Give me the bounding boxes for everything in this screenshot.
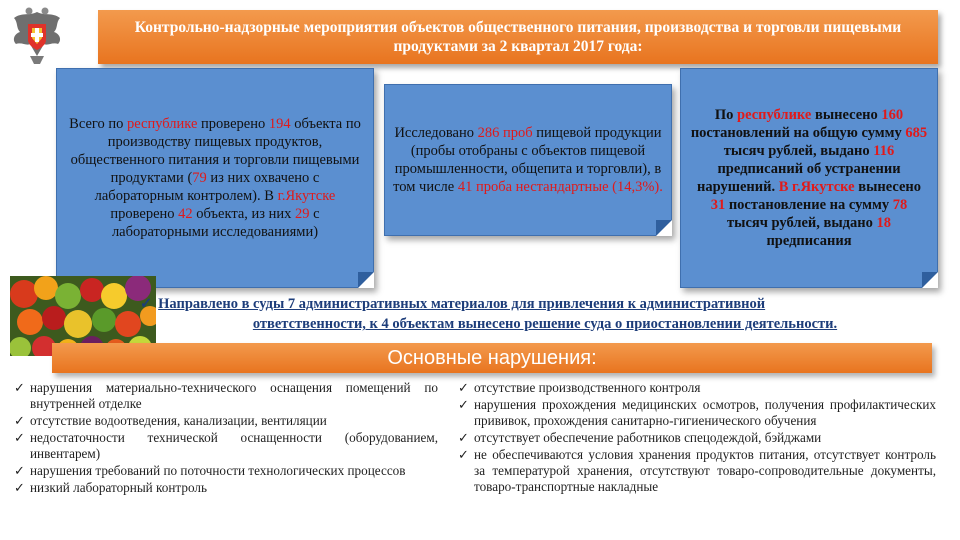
rospotrebnadzor-emblem-icon [4,4,70,70]
list-item: ✓ отсутствие производственного контроля [458,380,701,395]
list-item: ✓ низкий лабораторный контроль [14,480,207,495]
check-mark-icon: ✓ [140,296,153,312]
list-item: ✓ нарушения требований по поточности технологических процессов [14,463,406,478]
court-referrals-text [140,294,930,334]
violations-title: Основные нарушения: [387,347,597,369]
court-referrals-line-1: Направлено в суды 7 административных материалов для привлечения к административной [158,296,766,312]
check-mark-icon: ✓ [14,380,26,395]
violations-banner [52,343,932,373]
samples-box [384,84,672,236]
check-mark-icon: ✓ [14,480,26,495]
title-banner [98,10,938,64]
check-mark-icon: ✓ [14,430,26,445]
republic-inspections-text: Всего по республике проверено 194 объекта по производству пищевых продуктов, общественного питания и торговли пищевыми продуктами (79 из них охвачено с лабораторным контролем). В г.Якутске проверено 42 объекта, из них 29 с лабораторными исследованиями) [69,116,361,240]
list-item: ✓ отсутствие водоотведения, канализации, вентиляции [14,413,327,428]
republic-inspections-box [56,68,374,288]
list-item: ✓ не обеспечиваются условия хранения продуктов питания, отсутствует контроль за температурой хранения, отсутствуют товаро-сопроводительные документы, товаро-транспортные накладные [458,447,936,494]
list-item: ✓ нарушения прохождения медицинских осмотров, получения профилактических прививок, прохождения санитарно-гигиенического обучения [458,397,936,428]
check-mark-icon: ✓ [14,463,26,478]
list-item: ✓ недостаточности технической оснащенности (оборудованием, инвентарем) [14,430,438,461]
check-mark-icon: ✓ [458,397,470,412]
violations-list-right [458,380,936,496]
samples-text: Исследовано 286 проб пищевой продукции (пробы отобраны с объектов пищевой промышленности, общепита и торговли), в том числе 41 проба нестандартные (14,3%). [393,125,663,195]
check-mark-icon: ✓ [14,413,26,428]
page-title: Контрольно-надзорные мероприятия объектов общественного питания, производства и торговли пищевыми продуктами за 2 квартал 2017 года: [134,19,902,55]
check-mark-icon: ✓ [458,380,470,395]
court-referrals-line-2: ответственности, к 4 объектам вынесено решение суда о приостановлении деятельности. [252,316,838,332]
check-mark-icon: ✓ [458,430,470,445]
list-item: ✓ отсутствует обеспечение работников спецодеждой, бэйджами [458,430,822,445]
list-item: ✓ нарушения материально-технического оснащения помещений по внутренней отделке [14,380,438,411]
check-mark-icon: ✓ [458,447,470,462]
violations-list-left [14,380,438,497]
penalties-box [680,68,938,288]
penalties-text: По республике вынесено 160 постановлений на общую сумму 685 тысяч рублей, выдано 116 предписаний об устранении нарушений. В г.Якутске вынесено 31 постановление на сумму 78 тысяч рублей, выдано 18 предписания [690,107,928,249]
